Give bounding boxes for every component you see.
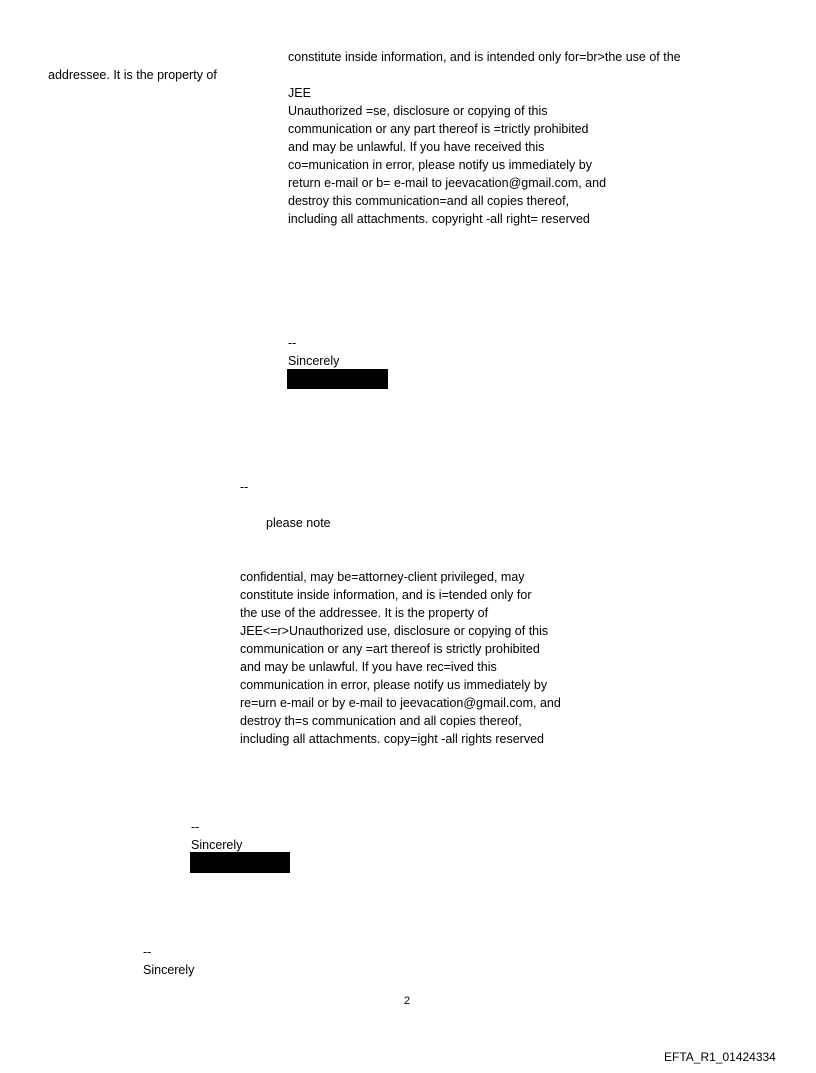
disclaimer-line: Unauthorized =se, disclosure or copying of this <box>288 104 548 118</box>
redaction-box <box>190 852 290 873</box>
disclaimer-body-middle <box>240 568 561 748</box>
disclaimer-line: constitute inside information, and is i=tended only for <box>240 588 532 602</box>
redaction-box <box>287 369 388 389</box>
disclaimer-line: destroy this communication=and all copies thereof, <box>288 194 570 208</box>
disclaimer-line: co=munication in error, please notify us immediately by <box>288 158 592 172</box>
disclaimer-line: communication or any part thereof is =trictly prohibited <box>288 122 589 136</box>
disclaimer-line: the use of the addressee. It is the property of <box>240 606 489 620</box>
disclaimer-line: and may be unlawful. If you have received this <box>288 140 545 154</box>
disclaimer-line-1: constitute inside information, and is intended only for=br>the use of the <box>288 50 681 64</box>
disclaimer-line: re=urn e-mail or by e-mail to jeevacation@gmail.com, and <box>240 696 561 710</box>
disclaimer-line: including all attachments. copy=ight -all rights reserved <box>240 732 544 746</box>
signature-separator: -- <box>143 945 152 959</box>
signature-sign-off: Sincerely <box>288 354 340 368</box>
signature-sign-off: Sincerely <box>191 838 243 852</box>
reply-separator: -- <box>240 480 249 494</box>
page-number: 2 <box>404 995 411 1007</box>
document-id: EFTA_R1_01424334 <box>664 1050 776 1064</box>
signature-separator: -- <box>191 820 200 834</box>
disclaimer-line: return e-mail or b= e-mail to jeevacation@gmail.com, and <box>288 176 607 190</box>
disclaimer-line: and may be unlawful. If you have rec=ived this <box>240 660 497 674</box>
disclaimer-body-top <box>288 102 606 228</box>
disclaimer-line: including all attachments. copyright -all right= reserved <box>288 212 590 226</box>
signature-sign-off: Sincerely <box>143 963 195 977</box>
disclaimer-line: communication or any =art thereof is strictly prohibited <box>240 642 540 656</box>
please-note-text: please note <box>266 516 331 530</box>
disclaimer-line: confidential, may be=attorney-client privileged, may <box>240 570 525 584</box>
disclaimer-line-wrapped: addressee. It is the property of <box>48 68 217 82</box>
disclaimer-line: communication in error, please notify us immediately by <box>240 678 548 692</box>
disclaimer-jee: JEE <box>288 86 311 100</box>
disclaimer-line: destroy th=s communication and all copies thereof, <box>240 714 522 728</box>
disclaimer-line: JEE<=r>Unauthorized use, disclosure or copying of this <box>240 624 549 638</box>
signature-separator: -- <box>288 336 297 350</box>
